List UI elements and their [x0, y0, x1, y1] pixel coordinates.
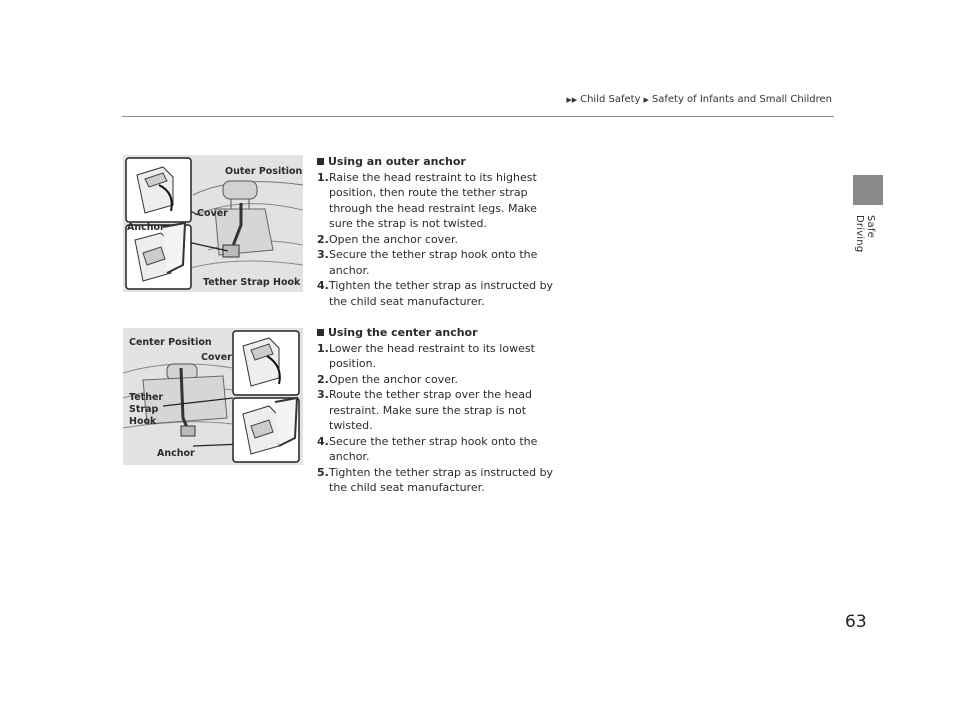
page-number: 63	[845, 612, 867, 632]
square-bullet-icon	[317, 158, 324, 165]
step-number: 5.	[317, 465, 329, 479]
strap-label: Strap	[129, 404, 159, 415]
tether-strap-hook-label: Tether Strap Hook	[203, 277, 301, 288]
instruction-step	[317, 247, 557, 278]
instruction-step	[317, 372, 557, 388]
breadcrumb-arrow-icon: ▶	[643, 95, 649, 104]
step-number: 4.	[317, 279, 329, 292]
section-heading-text: Using an outer anchor	[328, 155, 466, 168]
cover-label: Cover	[197, 208, 228, 219]
step-number: 3.	[317, 248, 329, 261]
center-anchor-section	[317, 325, 557, 496]
side-tab-label: Safe Driving	[854, 215, 876, 253]
step-number: 4.	[317, 434, 329, 448]
section-heading	[317, 325, 557, 341]
step-number: 1.	[317, 341, 329, 355]
step-text: Secure the tether strap hook onto the anchor.	[329, 248, 538, 277]
header-divider	[122, 116, 834, 117]
instruction-step	[317, 232, 557, 248]
breadcrumb-item[interactable]: Child Safety	[580, 94, 641, 105]
step-number: 2.	[317, 232, 329, 246]
instruction-step	[317, 278, 557, 309]
anchor-label: Anchor	[157, 448, 195, 459]
outer-position-label: Outer Position	[225, 166, 303, 177]
instruction-step	[317, 387, 557, 434]
hook-label: Hook	[129, 416, 157, 427]
outer-anchor-section	[317, 154, 557, 309]
instruction-step	[317, 465, 557, 496]
step-text: Open the anchor cover.	[329, 232, 458, 246]
step-text: Raise the head restraint to its highest position, then route the tether strap through the head restraint legs. Make sure the strap is not twisted.	[329, 170, 537, 230]
anchor-label: Anchor	[127, 222, 165, 233]
step-number: 1.	[317, 170, 329, 184]
instruction-step	[317, 170, 557, 232]
step-number: 3.	[317, 388, 329, 401]
instruction-step	[317, 434, 557, 465]
step-text: Secure the tether strap hook onto the anchor.	[329, 434, 538, 463]
step-text: Tighten the tether strap as instructed by the child seat manufacturer.	[329, 465, 554, 494]
section-heading	[317, 154, 557, 170]
center-position-label: Center Position	[129, 337, 212, 348]
breadcrumb-arrow-icon: ▶▶	[566, 95, 578, 104]
side-tab-marker	[853, 175, 883, 205]
step-text: Lower the head restraint to its lowest position.	[329, 341, 535, 370]
instruction-step	[317, 341, 557, 372]
tether-label: Tether	[129, 392, 164, 403]
breadcrumb	[566, 94, 832, 105]
step-text: Open the anchor cover.	[329, 372, 458, 386]
cover-label: Cover	[201, 352, 232, 363]
section-heading-text: Using the center anchor	[328, 326, 478, 339]
square-bullet-icon	[317, 329, 324, 336]
breadcrumb-item[interactable]: Safety of Infants and Small Children	[651, 94, 832, 105]
step-number: 2.	[317, 372, 329, 386]
step-text: Tighten the tether strap as instructed by the child seat manufacturer.	[329, 279, 554, 308]
step-text: Route the tether strap over the head restraint. Make sure the strap is not twisted.	[329, 388, 532, 432]
outer-anchor-illustration	[123, 155, 303, 292]
center-anchor-illustration	[123, 328, 303, 465]
